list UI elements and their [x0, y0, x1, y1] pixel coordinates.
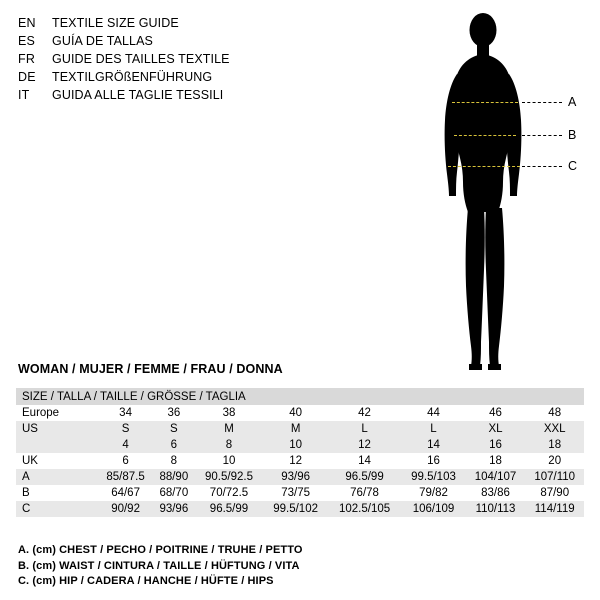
table-row [16, 421, 584, 437]
cell: 114/119 [525, 501, 584, 517]
measure-label-c: C [568, 159, 578, 173]
row-label: US [16, 421, 98, 437]
language-title: TEXTILE SIZE GUIDE [52, 16, 179, 30]
table-row [16, 485, 584, 501]
language-row [18, 32, 358, 50]
cell: 79/82 [419, 487, 448, 499]
cell: 14 [401, 437, 465, 453]
cell: M [263, 421, 327, 437]
row-label: A [16, 469, 98, 485]
table-row [16, 437, 584, 453]
footnote-b: B. (cm) WAIST / CINTURA / TAILLE / HÜFTUNG / VITA [18, 559, 300, 572]
cell: 90.5/92.5 [195, 469, 264, 485]
cell: XXL [525, 421, 584, 437]
cell: 18 [489, 455, 502, 467]
size-table [16, 388, 584, 517]
row-label: UK [22, 455, 38, 467]
cell: 42 [358, 407, 371, 419]
cell: 38 [222, 407, 236, 419]
cell: 8 [170, 455, 178, 467]
cell: S [153, 421, 194, 437]
cell: 34 [119, 407, 132, 419]
measure-line-a-extension [522, 102, 562, 103]
footnote-list [18, 543, 303, 590]
cell: 16 [427, 455, 440, 467]
table-row [16, 469, 584, 485]
language-code: EN [18, 16, 36, 30]
language-row [18, 50, 358, 68]
footnote-c: C. (cm) HIP / CADERA / HANCHE / HÜFTE / HIPS [18, 575, 274, 587]
cell: 73/75 [281, 487, 310, 499]
language-code: ES [18, 34, 36, 48]
cell: 12 [328, 437, 402, 453]
measure-line-b [454, 135, 516, 136]
cell: 8 [195, 437, 264, 453]
table-header-label: SIZE / TALLA / TAILLE / GRÖSSE / TAGLIA [16, 388, 584, 405]
cell: 93/96 [263, 469, 327, 485]
row-label: Europe [22, 407, 60, 419]
measure-line-b-extension [522, 135, 562, 136]
cell: 102.5/105 [328, 501, 402, 517]
language-code: FR [18, 52, 36, 66]
language-title-list [18, 14, 358, 104]
row-label: C [16, 501, 98, 517]
language-code: DE [18, 70, 36, 84]
cell: XL [466, 421, 526, 437]
cell: 87/90 [540, 487, 570, 499]
cell: 90/92 [98, 501, 153, 517]
cell: 6 [153, 437, 194, 453]
cell: L [401, 421, 465, 437]
cell: 46 [489, 407, 502, 419]
cell: 99.5/102 [263, 501, 327, 517]
measure-line-a [452, 102, 518, 103]
cell: 107/110 [525, 469, 584, 485]
language-row [18, 86, 358, 104]
cell: 64/67 [111, 487, 140, 499]
cell: 93/96 [153, 501, 194, 517]
footnote-a: A. (cm) CHEST / PECHO / POITRINE / TRUHE / PETTO [18, 544, 303, 556]
table-row [16, 501, 584, 517]
cell: 10 [222, 455, 236, 467]
female-silhouette-icon [430, 8, 595, 376]
cell: 106/109 [401, 501, 465, 517]
cell: 83/86 [481, 487, 510, 499]
cell: 70/72.5 [209, 487, 249, 499]
cell: 48 [548, 407, 562, 419]
cell: 16 [466, 437, 526, 453]
language-title: GUIDA ALLE TAGLIE TESSILI [52, 88, 224, 102]
row-label [16, 437, 98, 453]
cell: 88/90 [153, 469, 194, 485]
cell: M [195, 421, 264, 437]
cell: 44 [427, 407, 440, 419]
language-row [18, 68, 358, 86]
cell: 76/78 [350, 487, 379, 499]
cell: 85/87.5 [98, 469, 153, 485]
cell: 40 [289, 407, 303, 419]
measure-label-a: A [568, 95, 577, 109]
cell: 68/70 [159, 487, 189, 499]
cell: 96.5/99 [195, 501, 264, 517]
cell: 10 [263, 437, 327, 453]
language-code: IT [18, 88, 30, 102]
cell: 18 [525, 437, 584, 453]
body-figure [430, 8, 595, 376]
cell: S [98, 421, 153, 437]
table-header-row [16, 388, 584, 405]
measure-line-c [448, 166, 520, 167]
measure-label-b: B [568, 128, 577, 142]
cell: 110/113 [466, 501, 526, 517]
language-title: TEXTILGRÖßENFÜHRUNG [52, 70, 213, 84]
language-title: GUIDE DES TAILLES TEXTILE [52, 52, 230, 66]
cell: 96.5/99 [328, 469, 402, 485]
cell: 12 [289, 455, 303, 467]
cell: 4 [98, 437, 153, 453]
language-title: GUÍA DE TALLAS [52, 34, 153, 48]
cell: 6 [122, 455, 129, 467]
cell: 20 [548, 455, 562, 467]
table-caption: WOMAN / MUJER / FEMME / FRAU / DONNA [18, 362, 283, 376]
language-row [18, 14, 358, 32]
table-row [16, 453, 584, 469]
cell: L [328, 421, 402, 437]
cell: 14 [358, 455, 371, 467]
cell: 36 [167, 407, 181, 419]
cell: 104/107 [466, 469, 526, 485]
cell: 99.5/103 [401, 469, 465, 485]
measure-line-c-extension [522, 166, 562, 167]
table-row [16, 405, 584, 421]
row-label: B [22, 487, 30, 499]
